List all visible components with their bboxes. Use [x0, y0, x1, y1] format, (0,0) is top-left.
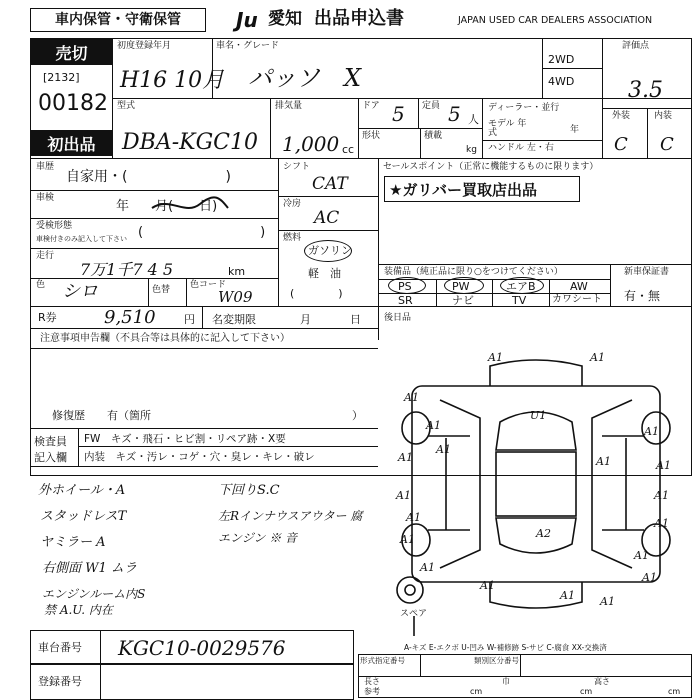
ref-label: 参考 — [364, 687, 380, 696]
spare-tire-icon — [397, 577, 423, 603]
dmg-mark: A1 — [406, 511, 421, 524]
warranty-value: 有・無 — [624, 289, 661, 303]
dmg-mark: A1 — [654, 489, 669, 502]
equip-leather: カワシート — [552, 294, 602, 305]
frame-label: 車台番号 — [38, 641, 82, 654]
reg-value: H16 10月 — [120, 68, 225, 93]
door-label: ドア — [362, 101, 380, 111]
shift-label: シフト — [283, 162, 311, 172]
equip-aw: AW — [570, 280, 588, 293]
type-label: 型式 — [117, 101, 136, 111]
assoc-en: JAPAN USED CAR DEALERS ASSOCIATION — [458, 15, 653, 26]
airbag-circle — [500, 277, 544, 294]
dmg-mark: A1 — [420, 561, 435, 574]
equip-sr: SR — [398, 294, 413, 307]
width-label: 巾 — [502, 677, 510, 686]
type-value: DBA-KGC10 — [122, 130, 258, 155]
dmg-mark: A1 — [590, 351, 605, 364]
name-value: パッソ X — [248, 64, 362, 92]
disp-label: 排気量 — [275, 101, 303, 111]
ju-logo-text: Ju — [236, 8, 258, 32]
first-listing-label: 初出品 — [31, 130, 112, 156]
use-value: 自家用・( ) — [66, 169, 231, 185]
color-label: 色 — [36, 280, 46, 290]
recycle-value: 9,510 — [104, 307, 156, 328]
cap-unit: 人 — [468, 113, 479, 126]
reception-sub: 車検付きのみ記入して下さい — [36, 235, 127, 243]
rear-items-label: 後日品 — [384, 313, 412, 323]
fuel-value: ガソリン — [308, 244, 352, 257]
equip-ps: PS — [398, 280, 412, 293]
type-no-label: 形式指定番号 — [360, 656, 405, 665]
ac-label: 冷房 — [283, 199, 302, 209]
dmg-mark: A1 — [398, 451, 413, 464]
color-code-label: 色コード — [190, 280, 227, 290]
form-title: 出品申込書 — [314, 8, 404, 29]
inspect-value: 年 月( 日) — [116, 199, 218, 214]
ac-value: AC — [314, 208, 340, 228]
dmg-mark: A2 — [536, 527, 551, 540]
hw-note-4: 右側面 W1 ムラ — [42, 561, 137, 576]
equip-pw: PW — [452, 280, 470, 293]
dmg-mark: A1 — [400, 533, 415, 546]
dmg-mark: A1 — [642, 571, 657, 584]
hw-note-9: エンジン ※ 音 — [218, 531, 298, 545]
repair-close: ） — [352, 409, 363, 422]
transfer-day: 日 — [350, 313, 361, 326]
recycle-label: R券 — [38, 311, 57, 324]
drive-4wd: 4WD — [548, 75, 575, 88]
rating-label: 評価点 — [622, 41, 650, 51]
hw-note-3: ヤミラー A — [40, 535, 106, 550]
rating-value: 3.5 — [628, 78, 663, 103]
dmg-mark: U1 — [530, 409, 547, 422]
dmg-mark: A1 — [596, 455, 611, 468]
dealer-label: ディーラー・並行 — [488, 103, 560, 113]
transfer-month: 月 — [300, 313, 311, 326]
ju-logo — [236, 10, 266, 32]
storage-badge — [30, 8, 206, 32]
cm-1: cm — [470, 687, 483, 696]
dmg-mark: A1 — [480, 579, 495, 592]
ps-circle — [388, 277, 426, 294]
stamp-text: ★ガリバー買取店出品 — [389, 180, 537, 199]
hw-note-2: スタッドレスT — [40, 509, 127, 524]
mileage-value: 7万1千7 4 5 — [80, 260, 174, 279]
dmg-mark: A1 — [436, 443, 451, 456]
length-label: 長さ — [364, 677, 380, 686]
exterior-value: C — [614, 134, 628, 155]
gulliver-stamp — [384, 176, 580, 202]
dmg-mark: A1 — [488, 351, 503, 364]
inspector-int-row: 内装 キズ・汚レ・コゲ・穴・臭レ・キレ・破レ — [84, 451, 315, 463]
dmg-mark: A1 — [654, 517, 669, 530]
dmg-mark: A1 — [396, 489, 411, 502]
reg-label: 初度登録年月 — [117, 41, 172, 51]
cm-2: cm — [580, 687, 593, 696]
name-label: 車名・グレード — [216, 41, 280, 51]
color-code-value: W09 — [218, 288, 253, 306]
damage-legend: A-キズ E-エクボ U-凹み W-補修跡 S-サビ C-腐食 XX-交換済 — [404, 643, 607, 652]
class-no-label: 類別区分番号 — [474, 656, 519, 665]
dmg-mark: A1 — [426, 419, 441, 432]
interior-label: 内装 — [654, 111, 673, 121]
equip-navi: ナビ — [452, 294, 474, 307]
fuel-diesel: 軽 油 — [308, 267, 341, 280]
hw-note-8: 左Rインナウスアウター 腐 — [218, 509, 363, 523]
inspector-fw-row: FW キズ・飛石・ヒビ割・リペア跡・X要 — [84, 433, 286, 445]
fuel-other: ( ) — [290, 287, 343, 300]
lot-number: 00182 — [38, 91, 108, 116]
equip-tv: TV — [512, 294, 527, 307]
disp-value: 1,000 — [282, 132, 340, 156]
shift-value: CAT — [312, 174, 348, 194]
mileage-label: 走行 — [36, 251, 55, 261]
hw-note-6: 禁 A.U. 内在 — [44, 603, 113, 617]
load-label: 積載 — [424, 131, 443, 141]
registration-label: 登録番号 — [38, 675, 82, 688]
cap-label: 定員 — [422, 101, 441, 111]
sold-label: 売切 — [31, 39, 112, 65]
drive-2wd: 2WD — [548, 53, 575, 66]
color-change-label: 色替 — [152, 285, 171, 295]
spare-label: スペア — [400, 609, 428, 619]
inspect-scribble — [150, 194, 230, 218]
lot-bracket: [2132] — [43, 71, 80, 84]
pw-circle — [444, 277, 484, 294]
dmg-mark: A1 — [634, 549, 649, 562]
door-value: 5 — [392, 102, 405, 126]
use-label: 車歴 — [36, 162, 55, 172]
inspector-label2: 記入欄 — [34, 451, 67, 464]
fuel-label: 燃料 — [283, 233, 302, 243]
model-year-label: モデル 年式 — [488, 119, 527, 138]
notes-label: 注意事項申告欄（不具合等は具体的に記入して下さい） — [40, 333, 290, 344]
equip-label: 装備品（純正品に限り○をつけてください） — [384, 267, 563, 277]
repair-label: 修復歴 有（箇所 — [52, 409, 151, 422]
dmg-mark: A1 — [600, 595, 615, 608]
org-name: 愛知 — [268, 9, 302, 29]
hw-note-7: 下回りS.C — [218, 483, 280, 498]
hw-note-5: エンジンルーム内S — [42, 587, 146, 601]
dmg-mark: A1 — [560, 589, 575, 602]
dmg-mark: A1 — [644, 425, 659, 438]
year-unit: 年 — [570, 125, 580, 135]
reception-label: 受検形態 — [36, 221, 73, 231]
exterior-label: 外装 — [612, 111, 631, 121]
frame-value: KGC10-0029576 — [118, 636, 286, 660]
color-value: シロ — [62, 281, 98, 302]
mileage-unit: km — [228, 265, 246, 278]
load-unit: kg — [466, 145, 477, 155]
warranty-label: 新車保証書 — [624, 267, 670, 277]
inspect-label: 車検 — [36, 193, 55, 203]
sales-points-label: セールスポイント（正常に機能するものに限ります） — [383, 162, 599, 172]
cap-value: 5 — [448, 102, 461, 126]
storage-label: 車内保管・守衛保管 — [55, 12, 181, 28]
recycle-unit: 円 — [184, 313, 195, 326]
interior-value: C — [660, 134, 674, 155]
transfer-label: 名変期限 — [212, 313, 256, 326]
cm-3: cm — [668, 687, 681, 696]
height-label: 高さ — [594, 677, 610, 686]
disp-unit: cc — [342, 143, 355, 156]
handle-label: ハンドル 左・右 — [488, 143, 554, 153]
inspector-label1: 検査員 — [34, 435, 67, 448]
reception-value: ( ) — [138, 225, 266, 240]
dmg-mark: A1 — [656, 459, 671, 472]
equip-airbag: エアB — [506, 280, 536, 293]
car-damage-diagram — [380, 340, 692, 636]
dmg-mark: A1 — [404, 391, 419, 404]
form-label: 形状 — [362, 131, 381, 141]
hw-note-1: 外ホイール・A — [38, 483, 126, 498]
